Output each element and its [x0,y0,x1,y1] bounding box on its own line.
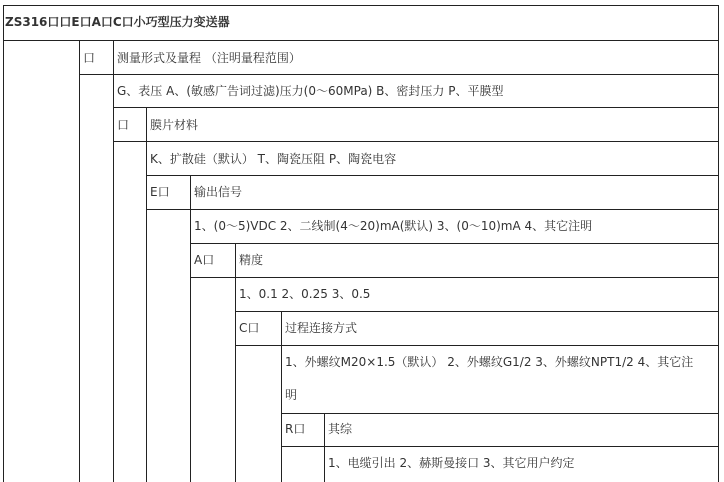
row-divider [190,243,719,244]
measure-code: 口 [83,51,96,65]
connection-code: C口 [239,321,260,335]
output-heading: 输出信号 [194,185,243,199]
accuracy-options: 1、0.1 2、0.25 3、0.5 [239,287,371,301]
other-code: R口 [285,422,306,436]
col-divider [235,243,236,277]
model-title: ZS316口口E口A口C口小巧型压力变送器 [5,15,230,29]
material-code: 口 [117,118,130,132]
row-divider [113,141,719,142]
table-border-top [3,5,719,6]
row-divider [79,74,719,75]
row-divider [281,413,719,414]
col-divider [146,141,147,482]
table-border-left [3,5,4,482]
other-options: 1、电缆引出 2、赫斯曼接口 3、其它用户约定 [328,456,575,470]
row-divider [113,107,719,108]
connection-heading: 过程连接方式 [285,321,358,335]
col-divider [324,413,325,482]
col-divider [281,311,282,345]
col-divider [281,345,282,482]
row-divider [190,277,719,278]
measure-options: G、表压 A、(敏感广告词过滤)压力(0～60MPa) B、密封压力 P、平膜型 [117,84,504,98]
other-heading: 其综 [328,422,353,436]
accuracy-heading: 精度 [239,253,264,267]
connection-options-wrap: 明 [285,388,298,402]
measure-heading: 测量形式及量程 （注明量程范围） [117,51,301,65]
col-divider [79,40,80,482]
row-divider [281,446,719,447]
accuracy-code: A口 [194,253,215,267]
col-divider [190,175,191,209]
material-heading: 膜片材料 [150,118,199,132]
col-divider [113,74,114,482]
output-code: E口 [150,185,170,199]
row-divider [146,209,719,210]
col-divider [235,277,236,482]
row-divider [146,175,719,176]
output-options: 1、(0～5)VDC 2、二线制(4～20)mA(默认) 3、(0～10)mA 4、其它注明 [194,219,593,233]
col-divider [113,40,114,74]
material-options: K、扩散硅（默认） T、陶瓷压阻 P、陶瓷电容 [150,152,397,166]
connection-options: 1、外螺纹M20×1.5（默认） 2、外螺纹G1/2 3、外螺纹NPT1/2 4、其它注 [285,355,694,369]
col-divider [190,209,191,482]
col-divider [146,107,147,141]
row-divider [3,40,719,41]
row-divider [235,311,719,312]
row-divider [235,345,719,346]
